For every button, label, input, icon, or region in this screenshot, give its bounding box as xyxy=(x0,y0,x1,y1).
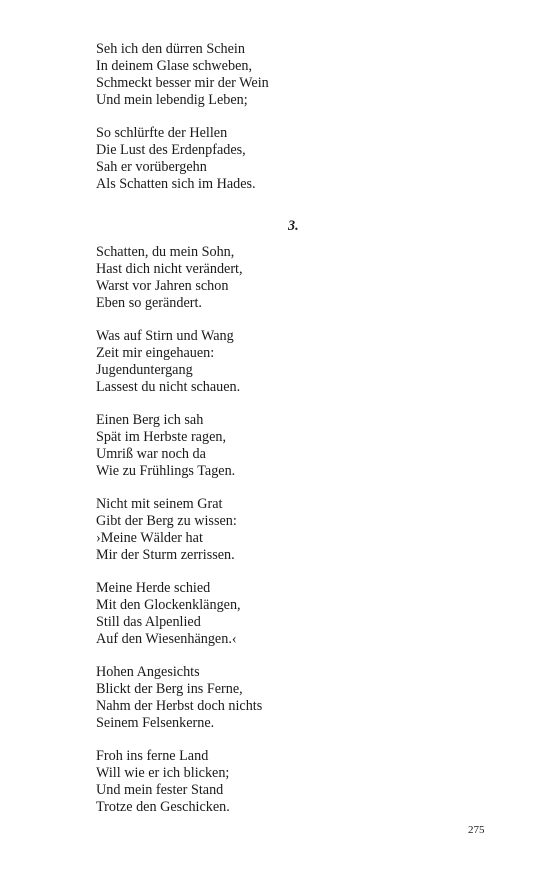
stanza xyxy=(96,664,476,732)
stanza xyxy=(96,41,476,109)
section-number: 3. xyxy=(288,218,299,234)
verse-line: ›Meine Wälder hat xyxy=(96,530,203,546)
verse-line: Lassest du nicht schauen. xyxy=(96,379,241,395)
stanza xyxy=(96,244,476,312)
verse-line: Seinem Felsenkerne. xyxy=(96,715,215,731)
stanza xyxy=(96,125,476,193)
verse-line: Und mein lebendig Leben; xyxy=(96,92,248,108)
verse-line: Warst vor Jahren schon xyxy=(96,278,229,294)
verse-line: Umriß war noch da xyxy=(96,446,206,462)
verse-line: Und mein fester Stand xyxy=(96,782,224,798)
stanza xyxy=(96,496,476,564)
verse-line: Nahm der Herbst doch nichts xyxy=(96,698,263,714)
verse-line: Schatten, du mein Sohn, xyxy=(96,244,235,260)
verse-line: Eben so gerändert. xyxy=(96,295,202,311)
verse-line: Spät im Herbste ragen, xyxy=(96,429,227,445)
verse-line: Als Schatten sich im Hades. xyxy=(96,176,256,192)
verse-line: Hohen Angesichts xyxy=(96,664,200,680)
verse-line: Jugenduntergang xyxy=(96,362,193,378)
verse-line: Gibt der Berg zu wissen: xyxy=(96,513,237,529)
verse-line: Blickt der Berg ins Ferne, xyxy=(96,681,243,697)
verse-line: Mit den Glockenklängen, xyxy=(96,597,241,613)
verse-line: In deinem Glase schweben, xyxy=(96,58,253,74)
verse-line: Einen Berg ich sah xyxy=(96,412,204,428)
verse-line: Meine Herde schied xyxy=(96,580,211,596)
verse-line: Sah er vorübergehn xyxy=(96,159,207,175)
verse-line: Die Lust des Erdenpfades, xyxy=(96,142,246,158)
verse-line: Auf den Wiesenhängen.‹ xyxy=(96,631,237,647)
verse-line: Was auf Stirn und Wang xyxy=(96,328,234,344)
page-number: 275 xyxy=(468,824,485,836)
stanza xyxy=(96,748,476,816)
verse-line: Will wie er ich blicken; xyxy=(96,765,230,781)
stanza xyxy=(96,412,476,480)
verse-line: Zeit mir eingehauen: xyxy=(96,345,215,361)
verse-line: Nicht mit seinem Grat xyxy=(96,496,223,512)
verse-line: Wie zu Frühlings Tagen. xyxy=(96,463,236,479)
verse-line: Hast dich nicht verändert, xyxy=(96,261,243,277)
verse-line: Seh ich den dürren Schein xyxy=(96,41,245,57)
stanza xyxy=(96,328,476,396)
stanza xyxy=(96,580,476,648)
verse-line: Trotze den Geschicken. xyxy=(96,799,230,815)
verse-line: Mir der Sturm zerrissen. xyxy=(96,547,235,563)
verse-line: Froh ins ferne Land xyxy=(96,748,209,764)
verse-line: Still das Alpenlied xyxy=(96,614,201,630)
verse-line: Schmeckt besser mir der Wein xyxy=(96,75,269,91)
verse-line: So schlürfte der Hellen xyxy=(96,125,228,141)
